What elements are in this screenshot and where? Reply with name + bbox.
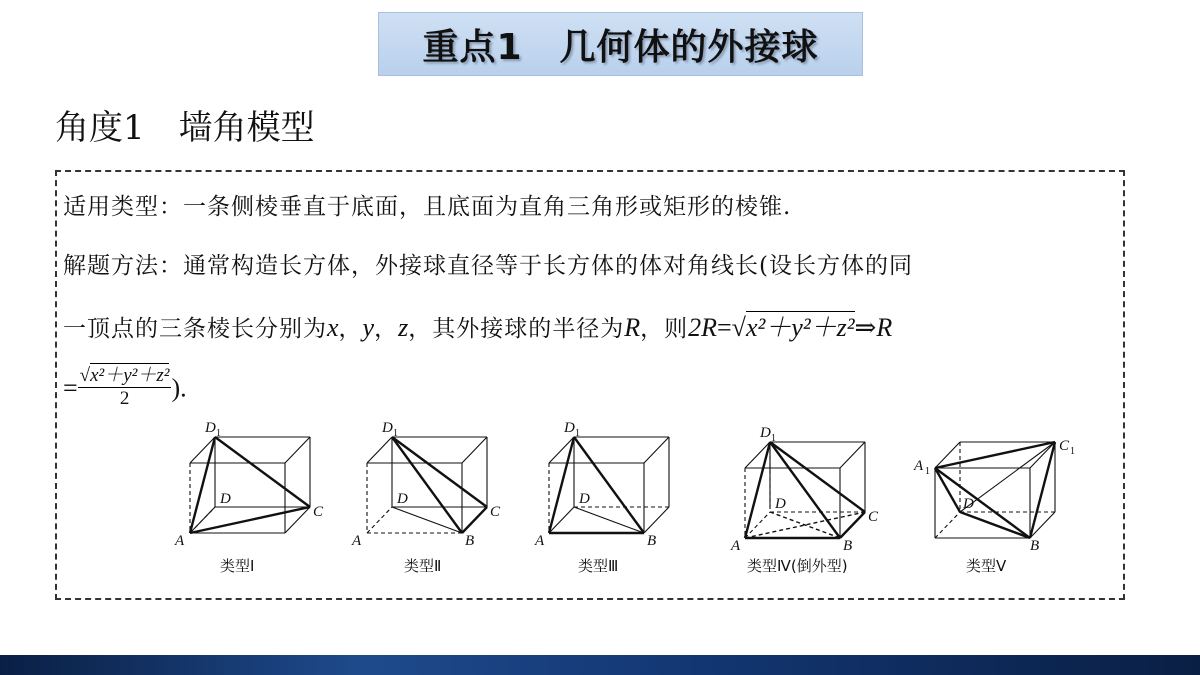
label-D1: D xyxy=(382,420,393,436)
formula-implies: ⇒R xyxy=(854,313,893,342)
method-line: 解题方法：通常构造长方体，外接球直径等于长方体的体对角线长(设长方体的同 xyxy=(63,253,913,279)
label-D1-sub: 1 xyxy=(771,433,776,444)
line3-prefix: 一顶点的三条棱长分别为 xyxy=(63,316,327,342)
var-z: z xyxy=(398,313,409,342)
diagram-type-4 xyxy=(730,425,879,575)
label-D: D xyxy=(397,491,408,507)
label-B: B xyxy=(647,533,657,549)
label-B: B xyxy=(843,538,853,554)
label-A: A xyxy=(175,533,185,549)
label-D: D xyxy=(775,496,786,512)
label-C: C xyxy=(490,504,501,520)
label-A1-sub: 1 xyxy=(925,466,930,477)
caption-type-4: 类型Ⅳ(倒外型) xyxy=(747,557,848,575)
caption-type-2: 类型Ⅱ xyxy=(404,557,442,575)
diagram-type-2 xyxy=(351,420,501,575)
applicable-type-line: 适用类型：一条侧棱垂直于底面，且底面为直角三角形或矩形的棱锥. xyxy=(63,194,792,220)
sqrt-sign: √ xyxy=(731,313,746,342)
diagram-type-1 xyxy=(174,420,324,575)
label-A: A xyxy=(731,538,741,554)
line3-then: ，则 xyxy=(640,316,689,342)
label-D1-sub: 1 xyxy=(216,428,221,439)
label-D: D xyxy=(963,496,974,512)
line4-end: ). xyxy=(171,373,187,403)
formula-radicand: x²＋y²＋z² xyxy=(745,313,855,342)
label-D1: D xyxy=(205,420,216,436)
line3-middle: ，其外接球的半径为 xyxy=(408,316,625,342)
label-D1: D xyxy=(564,420,575,436)
footer-band xyxy=(0,655,1200,675)
page-title: 重点1 几何体的外接球 xyxy=(422,26,819,68)
label-D1-sub: 1 xyxy=(575,428,580,439)
label-D: D xyxy=(579,491,590,507)
var-x: x xyxy=(327,313,339,342)
label-A1: A xyxy=(914,458,924,474)
label-D1: D xyxy=(760,425,771,441)
label-D: D xyxy=(220,491,231,507)
label-B: B xyxy=(465,533,475,549)
var-y: y xyxy=(362,313,375,342)
formula-eq: = xyxy=(717,313,732,342)
label-C1: C xyxy=(1059,438,1070,454)
caption-type-5: 类型Ⅴ xyxy=(966,557,1007,575)
label-C: C xyxy=(868,509,879,525)
label-D1-sub: 1 xyxy=(393,428,398,439)
line4-eq: = xyxy=(63,373,78,403)
caption-type-1: 类型Ⅰ xyxy=(220,557,255,575)
radius-fraction: $\frac{\text{√x²＋y²＋z²}}{2}$ xyxy=(79,365,170,409)
diagram-type-5 xyxy=(913,438,1075,575)
label-C: C xyxy=(313,504,324,520)
var-R: R xyxy=(624,313,641,342)
diagram-type-3 xyxy=(534,420,669,575)
frac-numerator: x²＋y²＋z² xyxy=(90,365,170,386)
label-A: A xyxy=(352,533,362,549)
caption-type-3: 类型Ⅲ xyxy=(578,557,619,575)
formula-line: 一顶点的三条棱长分别为x，y，z，其外接球的半径为R，则2R=√x²＋y²＋z²⇒R xyxy=(63,313,893,342)
section-subtitle: 角度1 墙角模型 xyxy=(55,108,315,148)
label-C1-sub: 1 xyxy=(1070,446,1075,457)
frac-denominator: 2 xyxy=(119,388,130,409)
formula-2R: 2R xyxy=(688,313,717,342)
label-B: B xyxy=(1030,538,1040,554)
label-A: A xyxy=(535,533,545,549)
